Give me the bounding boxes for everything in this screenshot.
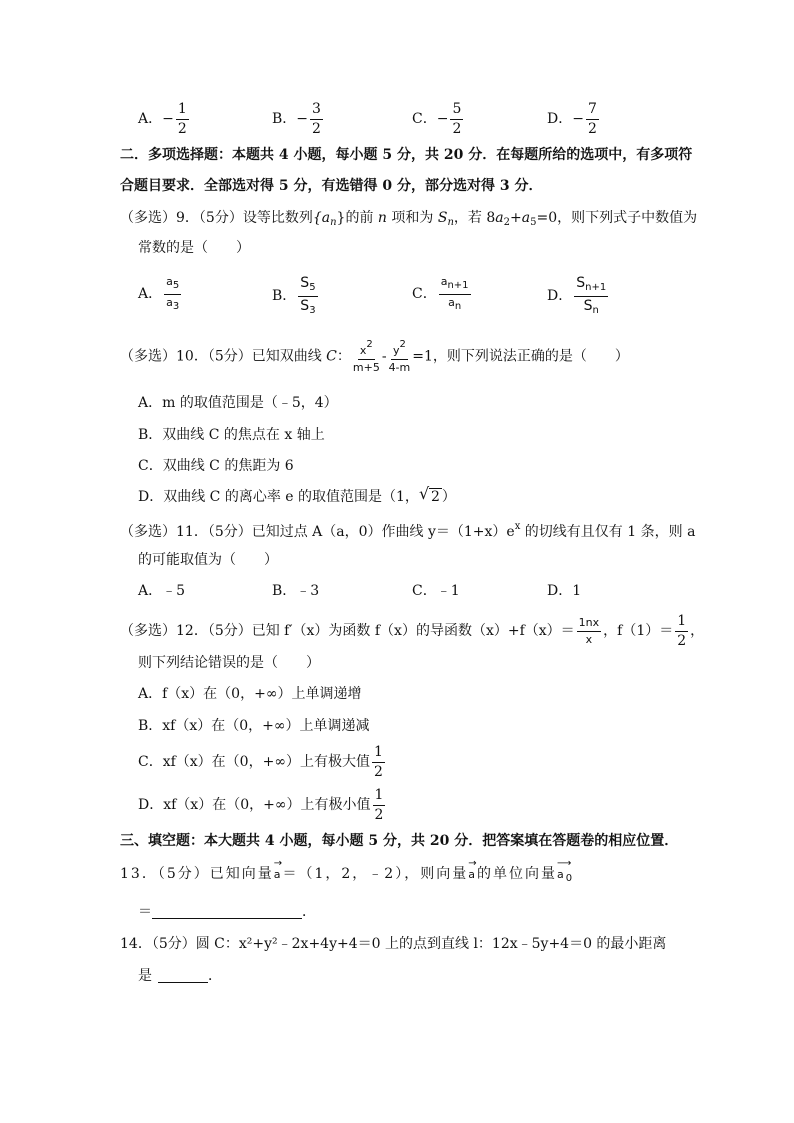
q9-option-c: C． $\frac{a_{n+1}}{a_n}$ [412, 275, 469, 312]
q12-option-b: B．xf（x）在（0，+∞）上单调递减 [138, 718, 370, 734]
q12-option-a: A．f（x）在（0，+∞）上单调递增 [138, 686, 362, 702]
q9-stem-line2: 常数的是（ ） [138, 240, 250, 256]
q13-stem-line2: ＝ ． [138, 904, 316, 920]
section2-heading-line2: 合题目要求．全部选对得 5 分，有选错得 0 分，部分选对得 3 分． [120, 178, 543, 194]
sqrt-symbol: √ 2 [418, 484, 440, 505]
q8-option-a: A．− $\frac{1}{2}$ [138, 101, 187, 137]
q9-option-b: B． $\frac{S_5}{S_3}$ [272, 275, 316, 316]
q14-stem-line2: 是 ． [138, 968, 222, 984]
section3-heading: 三、填空题：本大题共 4 小题，每小题 5 分，共 20 分．把答案填在答题卷的相应位置． [120, 833, 679, 849]
q8-option-d: D．− $\frac{7}{2}$ [547, 101, 597, 137]
q10-option-a: A．m 的取值范围是（﹣5，4） [138, 395, 338, 411]
q10-stem: （多选）10．（5分）已知双曲线 C： $\frac{x^2}{m+5}$ - $\frac{y^2}{4-m}$ =1，则下列说法正确的是（ ） [120, 339, 629, 374]
q10-option-b: B．双曲线 C 的焦点在 x 轴上 [138, 427, 325, 443]
q8-option-b: B．− $\frac{3}{2}$ [272, 101, 321, 137]
q11-option-a: A．﹣5 [138, 583, 186, 599]
q14-stem-line1: 14．（5分）圆 C：x²+y²﹣2x+4y+4＝0 上的点到直线 l：12x﹣5y+4＝0 的最小距离 [120, 936, 667, 952]
q8-option-c: C．− $\frac{5}{2}$ [412, 101, 462, 137]
q12-stem-line2: 则下列结论错误的是（ ） [138, 655, 320, 671]
vector-a: → a [273, 858, 285, 881]
q9-option-a: A． $\frac{a_5}{a_3}$ [138, 275, 180, 312]
q12-option-d: D．xf（x）在（0，+∞）上有极小值 $\frac{1}{2}$ [138, 787, 384, 823]
vector-a0: ⟶ $a_0$ [556, 858, 575, 884]
q11-option-b: B．﹣3 [272, 583, 320, 599]
vector-a: → a [468, 858, 479, 881]
answer-blank[interactable] [158, 970, 208, 983]
q10-option-c: C．双曲线 C 的焦距为 6 [138, 458, 294, 474]
q13-stem-line1: 13．（5分）已知向量 → a＝（1，2，﹣2），则向量 → a的单位向量 ⟶ $a_0$ [120, 858, 575, 884]
q11-stem-line2: 的可能取值为（ ） [138, 552, 278, 568]
q12-stem-line1: （多选）12．（5分）已知 f′（x）为函数 f（x）的导函数（x）+f（x）＝ $\frac{1nx}{x}$ ，f（1）＝ $\frac{1}{2}$ ， [120, 613, 705, 649]
answer-blank[interactable] [152, 906, 302, 919]
q10-option-d: D．双曲线 C 的离心率 e 的取值范围是（1， √ 2 ） [138, 484, 456, 505]
q11-option-c: C．﹣1 [412, 583, 460, 599]
section2-heading-line1: 二．多项选择题：本题共 4 小题，每小题 5 分，共 20 分．在每题所给的选项中，有多项符 [120, 147, 693, 163]
q9-option-d: D． $\frac{S_{n+1}}{S_n}$ [547, 275, 607, 316]
q12-option-c: C．xf（x）在（0，+∞）上有极大值 $\frac{1}{2}$ [138, 744, 383, 780]
q11-option-d: D．1 [547, 583, 582, 599]
q9-stem-line1: （多选）9．（5分）设等比数列$\{a_n\}$的前 n 项和为 $S_n$，若 $8a_2+a_5=0$，则下列式子中数值为 [120, 210, 698, 228]
q11-stem-line1: （多选）11．（5分）已知过点 A（a，0）作曲线 $y=(1+x)e^x$ 的切线有且仅有 1 条，则 a [120, 521, 696, 540]
